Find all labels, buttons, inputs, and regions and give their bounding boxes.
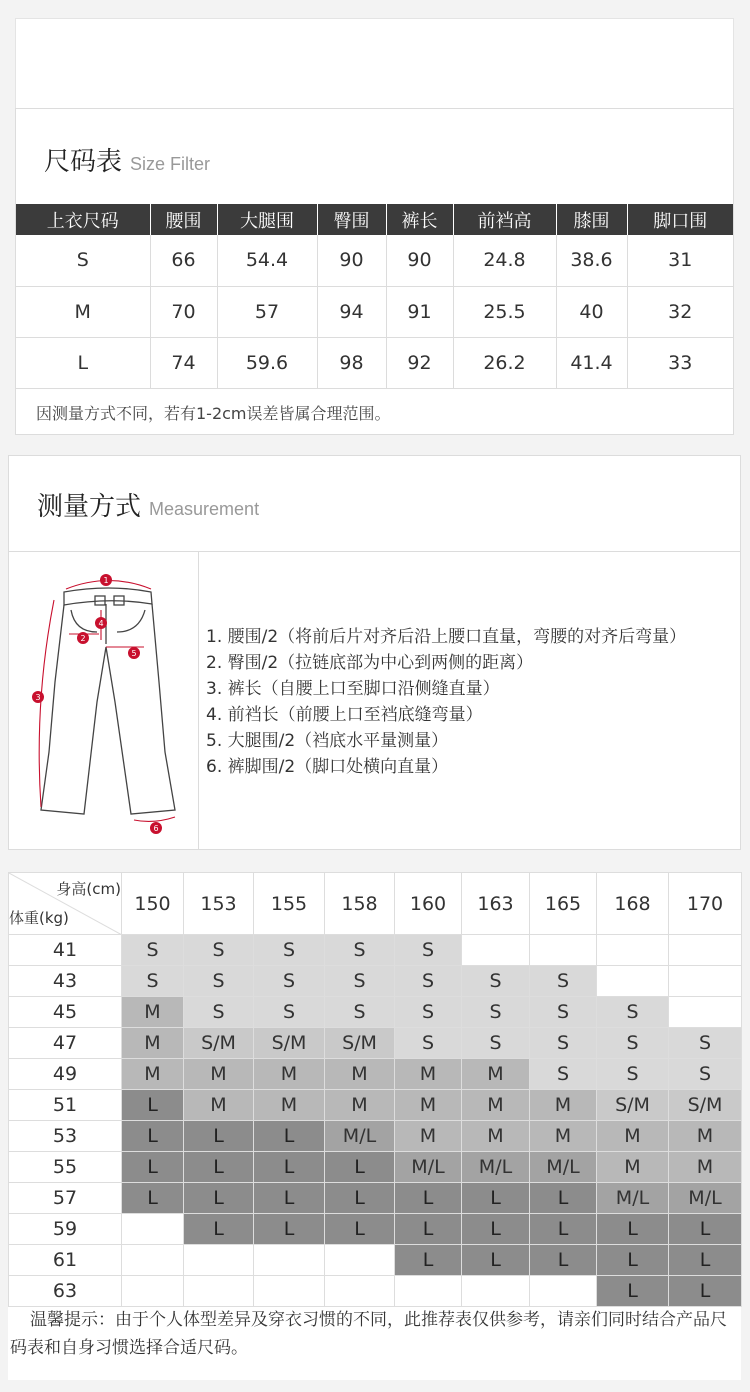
- size-recommendation-cell: L: [122, 1090, 184, 1121]
- size-cell: 92: [386, 337, 453, 388]
- marker-4: 4: [98, 619, 104, 628]
- size-recommendation-cell: L: [184, 1152, 254, 1183]
- weight-cell: 63: [9, 1276, 122, 1307]
- weight-cell: 47: [9, 1028, 122, 1059]
- pants-diagram: [9, 552, 199, 850]
- size-cell: 33: [627, 337, 733, 388]
- size-recommendation-cell: S/M: [669, 1090, 742, 1121]
- size-recommendation-cell: L: [184, 1121, 254, 1152]
- size-cell: 38.6: [556, 235, 627, 286]
- size-recommendation-cell: M: [462, 1121, 530, 1152]
- size-recommendation-cell: S: [122, 935, 184, 966]
- weight-cell: 55: [9, 1152, 122, 1183]
- size-header-cell: 膝围: [556, 204, 627, 235]
- size-recommendation-cell: [462, 935, 530, 966]
- weight-cell: 51: [9, 1090, 122, 1121]
- size-recommendation-cell: M: [395, 1121, 462, 1152]
- measurement-title: [37, 486, 259, 523]
- size-recommendation-cell: [325, 1245, 395, 1276]
- weight-cell: 45: [9, 997, 122, 1028]
- size-cell: 74: [150, 337, 217, 388]
- size-recommendation-cell: M: [462, 1090, 530, 1121]
- size-recommendation-cell: L: [122, 1121, 184, 1152]
- size-cell: 54.4: [217, 235, 317, 286]
- size-recommendation-cell: [254, 1276, 325, 1307]
- marker-6: 6: [153, 824, 159, 833]
- size-recommendation-cell: [254, 1245, 325, 1276]
- size-recommendation-cell: L: [669, 1276, 742, 1307]
- height-cell: 163: [462, 873, 530, 935]
- height-cell: 170: [669, 873, 742, 935]
- measurement-item: 6. 裤脚围/2（脚口处横向直量）: [206, 757, 449, 777]
- size-recommendation-cell: M: [325, 1090, 395, 1121]
- size-cell: L: [16, 337, 150, 388]
- size-cell: 91: [386, 286, 453, 337]
- size-recommendation-cell: [597, 966, 669, 997]
- weight-cell: 59: [9, 1214, 122, 1245]
- size-recommendation-cell: S: [669, 1059, 742, 1090]
- size-recommendation-cell: S: [597, 1059, 669, 1090]
- top-blank-banner: [15, 18, 734, 108]
- recommendation-row: [9, 1245, 742, 1276]
- size-recommendation-cell: S/M: [254, 1028, 325, 1059]
- recommendation-row: [9, 966, 742, 997]
- size-header-cell: 臀围: [317, 204, 386, 235]
- height-cell: 158: [325, 873, 395, 935]
- size-recommendation-cell: S: [184, 935, 254, 966]
- size-recommendation-cell: S: [462, 966, 530, 997]
- height-label: 身高(cm): [56, 880, 121, 898]
- size-recommendation-cell: M/L: [395, 1152, 462, 1183]
- size-recommendation-panel: [8, 872, 741, 1380]
- size-recommendation-cell: M: [530, 1121, 597, 1152]
- size-table-body: [16, 235, 733, 388]
- size-cell: 90: [317, 235, 386, 286]
- size-recommendation-cell: L: [254, 1214, 325, 1245]
- size-header-cell: 腰围: [150, 204, 217, 235]
- size-cell: 40: [556, 286, 627, 337]
- size-recommendation-cell: S: [325, 997, 395, 1028]
- size-recommendation-cell: S: [184, 997, 254, 1028]
- measurement-body: [9, 551, 740, 849]
- size-cell: 25.5: [453, 286, 556, 337]
- size-recommendation-cell: L: [254, 1121, 325, 1152]
- measurement-list: [206, 624, 686, 780]
- size-recommendation-cell: L: [184, 1214, 254, 1245]
- size-recommendation-cell: S/M: [325, 1028, 395, 1059]
- size-cell: 57: [217, 286, 317, 337]
- measurement-title-cn: 测量方式: [37, 492, 142, 522]
- size-recommendation-cell: L: [669, 1245, 742, 1276]
- size-cell: 31: [627, 235, 733, 286]
- size-recommendation-cell: [530, 1276, 597, 1307]
- pants-illustration: [9, 552, 199, 850]
- size-recommendation-cell: [122, 1245, 184, 1276]
- size-recommendation-cell: [395, 1276, 462, 1307]
- size-recommendation-cell: S: [395, 1028, 462, 1059]
- size-cell: 98: [317, 337, 386, 388]
- height-cell: 168: [597, 873, 669, 935]
- weight-cell: 53: [9, 1121, 122, 1152]
- weight-label: 体重(kg): [9, 909, 69, 927]
- size-header-cell: 脚口围: [627, 204, 733, 235]
- recommendation-row: [9, 1090, 742, 1121]
- size-cell: M: [16, 286, 150, 337]
- size-recommendation-cell: M: [254, 1059, 325, 1090]
- corner-cell: [9, 873, 122, 935]
- recommendation-header: [9, 873, 742, 935]
- size-recommendation-cell: M: [597, 1121, 669, 1152]
- size-recommendation-cell: [184, 1245, 254, 1276]
- size-recommendation-cell: S: [395, 966, 462, 997]
- size-recommendation-cell: [597, 935, 669, 966]
- size-recommendation-cell: M: [184, 1059, 254, 1090]
- size-recommendation-cell: L: [122, 1183, 184, 1214]
- size-recommendation-cell: L: [462, 1245, 530, 1276]
- size-recommendation-cell: L: [597, 1214, 669, 1245]
- size-table: [16, 204, 733, 389]
- size-recommendation-cell: M/L: [530, 1152, 597, 1183]
- size-recommendation-cell: M: [530, 1090, 597, 1121]
- size-cell: 32: [627, 286, 733, 337]
- size-recommendation-cell: S/M: [184, 1028, 254, 1059]
- size-recommendation-cell: [462, 1276, 530, 1307]
- size-row: [16, 286, 733, 337]
- size-recommendation-cell: L: [325, 1183, 395, 1214]
- measurement-title-en: Measurement: [149, 499, 260, 519]
- size-recommendation-cell: S: [597, 1028, 669, 1059]
- recommendation-row: [9, 1276, 742, 1307]
- size-cell: 70: [150, 286, 217, 337]
- size-filter-title: [44, 141, 210, 178]
- height-cell: 165: [530, 873, 597, 935]
- marker-5: 5: [131, 649, 137, 658]
- size-recommendation-cell: M: [325, 1059, 395, 1090]
- recommendation-body: [9, 873, 742, 1307]
- size-recommendation-cell: M: [669, 1121, 742, 1152]
- weight-cell: 61: [9, 1245, 122, 1276]
- weight-cell: 49: [9, 1059, 122, 1090]
- recommendation-row: [9, 1028, 742, 1059]
- size-recommendation-cell: L: [462, 1214, 530, 1245]
- size-recommendation-cell: S: [530, 997, 597, 1028]
- size-recommendation-cell: S: [254, 935, 325, 966]
- size-cell: 59.6: [217, 337, 317, 388]
- size-recommendation-cell: M: [184, 1090, 254, 1121]
- size-recommendation-cell: M: [395, 1059, 462, 1090]
- height-cell: 160: [395, 873, 462, 935]
- size-cell: 24.8: [453, 235, 556, 286]
- size-recommendation-cell: S/M: [597, 1090, 669, 1121]
- size-recommendation-cell: L: [462, 1183, 530, 1214]
- size-recommendation-cell: M: [462, 1059, 530, 1090]
- size-recommendation-cell: S: [669, 1028, 742, 1059]
- marker-2: 2: [80, 634, 86, 643]
- size-row: [16, 337, 733, 388]
- weight-cell: 57: [9, 1183, 122, 1214]
- size-recommendation-cell: L: [530, 1214, 597, 1245]
- size-cell: 90: [386, 235, 453, 286]
- size-header-cell: 大腿围: [217, 204, 317, 235]
- size-recommendation-cell: L: [530, 1245, 597, 1276]
- size-recommendation-cell: L: [254, 1183, 325, 1214]
- size-recommendation-cell: [122, 1214, 184, 1245]
- size-recommendation-cell: M/L: [597, 1183, 669, 1214]
- size-recommendation-cell: M/L: [462, 1152, 530, 1183]
- size-recommendation-cell: [184, 1276, 254, 1307]
- size-recommendation-cell: L: [325, 1152, 395, 1183]
- height-cell: 150: [122, 873, 184, 935]
- size-cell: 41.4: [556, 337, 627, 388]
- size-recommendation-cell: S: [395, 935, 462, 966]
- size-recommendation-cell: M: [122, 1028, 184, 1059]
- marker-3: 3: [35, 693, 41, 702]
- height-cell: 155: [254, 873, 325, 935]
- size-recommendation-cell: M/L: [669, 1183, 742, 1214]
- recommendation-row: [9, 1152, 742, 1183]
- size-recommendation-cell: S: [462, 1028, 530, 1059]
- size-header-cell: 前裆高: [453, 204, 556, 235]
- size-recommendation-cell: S: [254, 997, 325, 1028]
- size-recommendation-cell: S: [530, 1059, 597, 1090]
- marker-1: 1: [103, 576, 109, 585]
- size-recommendation-cell: S: [530, 1028, 597, 1059]
- weight-cell: 43: [9, 966, 122, 997]
- measurement-item: 2. 臀围/2（拉链底部为中心到两侧的距离）: [206, 653, 534, 673]
- size-row: [16, 235, 733, 286]
- size-cell: 66: [150, 235, 217, 286]
- size-recommendation-cell: [530, 935, 597, 966]
- size-recommendation-cell: M: [122, 997, 184, 1028]
- size-recommendation-cell: S: [325, 966, 395, 997]
- size-recommendation-cell: [669, 997, 742, 1028]
- measurement-item: 3. 裤长（自腰上口至脚口沿侧缝直量）: [206, 679, 500, 699]
- measurement-item: 5. 大腿围/2（裆底水平量测量）: [206, 731, 449, 751]
- size-table-header: [16, 204, 733, 235]
- size-recommendation-cell: M: [669, 1152, 742, 1183]
- size-recommendation-cell: M/L: [325, 1121, 395, 1152]
- size-header-cell: 上衣尺码: [16, 204, 150, 235]
- size-recommendation-cell: L: [395, 1214, 462, 1245]
- size-filter-title-en: Size Filter: [130, 154, 211, 174]
- size-recommendation-cell: M: [395, 1090, 462, 1121]
- size-recommendation-cell: M: [254, 1090, 325, 1121]
- size-recommendation-cell: S: [462, 997, 530, 1028]
- size-note: 因测量方式不同，若有1-2cm误差皆属合理范围。: [36, 404, 391, 423]
- height-cell: 153: [184, 873, 254, 935]
- measurement-panel: [8, 455, 741, 850]
- recommendation-tip: 温馨提示：由于个人体型差异及穿衣习惯的不同，此推荐表仅供参考，请亲们同时结合产品尺码表和自身习惯选择合适尺码。: [10, 1310, 727, 1358]
- size-recommendation-cell: S: [325, 935, 395, 966]
- recommendation-row: [9, 935, 742, 966]
- recommendation-row: [9, 1214, 742, 1245]
- recommendation-row: [9, 997, 742, 1028]
- size-recommendation-cell: L: [254, 1152, 325, 1183]
- size-cell: 26.2: [453, 337, 556, 388]
- measurement-item: 1. 腰围/2（将前后片对齐后沿上腰口直量，弯腰的对齐后弯量）: [206, 627, 687, 647]
- size-recommendation-cell: L: [395, 1183, 462, 1214]
- size-recommendation-cell: S: [597, 997, 669, 1028]
- size-recommendation-cell: L: [395, 1245, 462, 1276]
- weight-cell: 41: [9, 935, 122, 966]
- size-recommendation-cell: S: [184, 966, 254, 997]
- size-recommendation-cell: [325, 1276, 395, 1307]
- size-recommendation-cell: L: [122, 1152, 184, 1183]
- size-recommendation-cell: L: [184, 1183, 254, 1214]
- recommendation-row: [9, 1183, 742, 1214]
- size-recommendation-cell: L: [669, 1214, 742, 1245]
- size-recommendation-cell: L: [597, 1245, 669, 1276]
- size-filter-panel: [15, 108, 734, 435]
- size-recommendation-cell: S: [530, 966, 597, 997]
- size-recommendation-cell: M: [597, 1152, 669, 1183]
- size-recommendation-cell: [122, 1276, 184, 1307]
- size-recommendation-cell: M: [122, 1059, 184, 1090]
- recommendation-row: [9, 1059, 742, 1090]
- size-header-cell: 裤长: [386, 204, 453, 235]
- recommendation-table: [8, 872, 742, 1307]
- recommendation-row: [9, 1121, 742, 1152]
- size-recommendation-cell: S: [395, 997, 462, 1028]
- size-recommendation-cell: L: [530, 1183, 597, 1214]
- size-recommendation-cell: [669, 935, 742, 966]
- size-recommendation-cell: L: [597, 1276, 669, 1307]
- measurement-item: 4. 前裆长（前腰上口至裆底缝弯量）: [206, 705, 483, 725]
- size-filter-title-cn: 尺码表: [44, 147, 123, 177]
- size-recommendation-cell: L: [325, 1214, 395, 1245]
- size-recommendation-cell: [669, 966, 742, 997]
- size-cell: S: [16, 235, 150, 286]
- size-recommendation-cell: S: [254, 966, 325, 997]
- size-cell: 94: [317, 286, 386, 337]
- size-recommendation-cell: S: [122, 966, 184, 997]
